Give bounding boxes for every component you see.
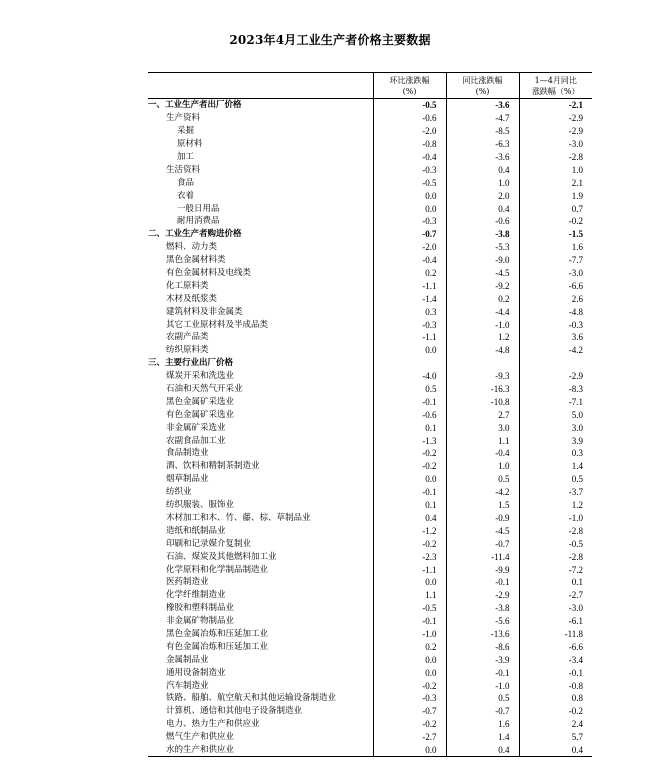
cell-ytd: -6.6	[519, 279, 592, 292]
row-label: 其它工业原材料及半成品类	[166, 319, 269, 330]
row-label: 煤炭开采和洗选业	[166, 371, 235, 382]
cell-ytd: -2.9	[519, 112, 592, 125]
cell-ytd: 0.4	[519, 744, 592, 757]
table-row	[148, 112, 592, 125]
cell-yoy: -4.5	[446, 524, 519, 537]
cell-ytd: -3.7	[519, 486, 592, 499]
cell-mom: -1.0	[373, 628, 446, 641]
cell-ytd: 2.4	[519, 718, 592, 731]
header-mom-line1: 环比涨跌幅	[389, 75, 430, 85]
row-label: 建筑材料及非金属类	[166, 306, 243, 317]
table-row	[148, 473, 592, 486]
row-label: 石油、煤炭及其他燃料加工业	[166, 551, 277, 562]
table-row	[148, 640, 592, 653]
row-label: 非金属矿物制品业	[166, 616, 235, 627]
cell-mom: 0.0	[373, 202, 446, 215]
page-title: 2023年4月工业生产者价格主要数据	[229, 33, 431, 47]
cell-mom: -0.2	[373, 460, 446, 473]
cell-ytd: -0.1	[519, 666, 592, 679]
cell-yoy: -2.9	[446, 589, 519, 602]
table-row	[148, 486, 592, 499]
cell-mom: -2.0	[373, 241, 446, 254]
cell-mom: -0.8	[373, 138, 446, 151]
row-label: 衣着	[177, 190, 195, 201]
cell-yoy: 2.0	[446, 189, 519, 202]
cell-mom: -2.7	[373, 731, 446, 744]
table-row	[148, 718, 592, 731]
cell-ytd: 0.8	[519, 692, 592, 705]
cell-yoy: 1.0	[446, 176, 519, 189]
cell-yoy: -3.9	[446, 653, 519, 666]
row-label: 计算机、通信和其他电子设备制造业	[166, 706, 303, 717]
row-label: 黑色金属矿采选业	[166, 396, 235, 407]
cell-yoy: 1.0	[446, 460, 519, 473]
table-row	[148, 254, 592, 267]
table-row	[148, 679, 592, 692]
table-row	[148, 550, 592, 563]
row-label: 食品	[177, 177, 195, 188]
cell-mom: -0.6	[373, 112, 446, 125]
cell-mom: 0.2	[373, 640, 446, 653]
row-label: 加工	[177, 152, 195, 162]
row-label: 汽车制造业	[166, 680, 209, 691]
row-label: 木材加工和木、竹、藤、棕、草制品业	[166, 512, 311, 523]
row-label: 纺织服装、服饰业	[166, 500, 235, 511]
cell-mom: -1.1	[373, 279, 446, 292]
cell-mom: 0.0	[373, 189, 446, 202]
cell-ytd: 1.9	[519, 189, 592, 202]
cell-mom: 0.0	[373, 344, 446, 357]
table-row	[148, 344, 592, 357]
cell-yoy: -9.9	[446, 563, 519, 576]
table-row	[148, 524, 592, 537]
cell-yoy: 1.5	[446, 499, 519, 512]
cell-mom: -0.6	[373, 408, 446, 421]
cell-yoy: -9.3	[446, 370, 519, 383]
cell-mom: -0.3	[373, 318, 446, 331]
cell-ytd: -3.4	[519, 653, 592, 666]
cell-mom: -0.5	[373, 176, 446, 189]
cell-mom: 0.5	[373, 383, 446, 396]
cell-mom: 0.3	[373, 305, 446, 318]
cell-ytd: -6.6	[519, 640, 592, 653]
table-row	[148, 447, 592, 460]
table-row	[148, 241, 592, 254]
cell-ytd: -2.8	[519, 524, 592, 537]
row-label: 化学纤维制造业	[166, 590, 226, 601]
cell-yoy: -4.5	[446, 267, 519, 280]
cell-mom: -0.4	[373, 254, 446, 267]
cell-yoy: 0.4	[446, 202, 519, 215]
table-row	[148, 318, 592, 331]
cell-mom: -0.3	[373, 692, 446, 705]
cell-ytd: 0.5	[519, 473, 592, 486]
cell-mom: 0.0	[373, 744, 446, 757]
section-row	[148, 228, 592, 241]
table-row	[148, 215, 592, 228]
row-label: 造纸和纸制品业	[166, 525, 226, 536]
table-row	[148, 628, 592, 641]
cell-mom: 0.2	[373, 267, 446, 280]
cell-ytd: -2.1	[519, 99, 592, 112]
cell-ytd: 1.0	[519, 163, 592, 176]
cell-mom: -1.4	[373, 292, 446, 305]
row-label: 化工原料类	[166, 280, 209, 291]
header-ytd	[519, 73, 592, 99]
table-row	[148, 499, 592, 512]
table-row	[148, 731, 592, 744]
table-body	[148, 99, 592, 757]
cell-ytd: 1.2	[519, 499, 592, 512]
row-label: 农副产品类	[166, 332, 209, 343]
cell-mom: -1.1	[373, 331, 446, 344]
cell-mom: 0.0	[373, 653, 446, 666]
table-row	[148, 653, 592, 666]
row-label: 燃气生产和供应业	[166, 732, 235, 743]
cell-yoy: -5.3	[446, 241, 519, 254]
header-ytd-line2: 涨跌幅（%）	[531, 86, 580, 96]
row-label: 非金属矿采选业	[166, 422, 226, 433]
cell-mom: -1.2	[373, 524, 446, 537]
cell-ytd: 3.6	[519, 331, 592, 344]
row-label: 耐用消费品	[177, 216, 220, 227]
cell-ytd: -2.7	[519, 589, 592, 602]
cell-ytd: -4.2	[519, 344, 592, 357]
row-label: 黑色金属冶炼和压延加工业	[166, 628, 269, 639]
cell-yoy: 0.4	[446, 163, 519, 176]
header-mom	[373, 73, 446, 99]
table-row	[148, 176, 592, 189]
cell-yoy: -9.2	[446, 279, 519, 292]
row-label: 一般日用品	[177, 203, 220, 214]
cell-ytd: 2.1	[519, 176, 592, 189]
table-row	[148, 279, 592, 292]
section-row	[148, 357, 592, 370]
header-yoy	[446, 73, 519, 99]
section-row	[148, 99, 592, 112]
header-ytd-line1: 1—4月同比	[534, 75, 577, 85]
cell-mom: -1.1	[373, 563, 446, 576]
cell-yoy: 0.2	[446, 292, 519, 305]
cell-yoy	[446, 357, 519, 370]
cell-yoy: -3.8	[446, 602, 519, 615]
cell-yoy: -8.6	[446, 640, 519, 653]
cell-ytd: -4.8	[519, 305, 592, 318]
cell-ytd: 3.0	[519, 421, 592, 434]
cell-ytd: -8.3	[519, 383, 592, 396]
cell-ytd: -0.2	[519, 705, 592, 718]
cell-ytd: -7.1	[519, 395, 592, 408]
cell-ytd: -0.8	[519, 679, 592, 692]
table-row	[148, 305, 592, 318]
table-row	[148, 163, 592, 176]
cell-ytd: -7.2	[519, 563, 592, 576]
row-label: 纺织业	[166, 487, 192, 498]
cell-yoy: -4.2	[446, 486, 519, 499]
cell-mom: -0.2	[373, 447, 446, 460]
table-row	[148, 421, 592, 434]
cell-ytd: 0.7	[519, 202, 592, 215]
cell-yoy: -8.5	[446, 125, 519, 138]
cell-ytd: -3.0	[519, 138, 592, 151]
table-row	[148, 705, 592, 718]
cell-yoy: -3.6	[446, 151, 519, 164]
row-label: 有色金属冶炼和压延加工业	[166, 641, 269, 652]
cell-mom: 0.1	[373, 421, 446, 434]
row-label: 印刷和记录媒介复制业	[166, 538, 252, 549]
cell-ytd: -2.8	[519, 550, 592, 563]
cell-yoy: -0.7	[446, 537, 519, 550]
cell-yoy: -1.0	[446, 318, 519, 331]
cell-yoy: -3.6	[446, 99, 519, 112]
cell-yoy: 0.4	[446, 744, 519, 757]
row-label: 石油和天然气开采业	[166, 384, 243, 395]
table-row	[148, 563, 592, 576]
table-row	[148, 125, 592, 138]
table-row	[148, 189, 592, 202]
table-row	[148, 292, 592, 305]
table-row	[148, 408, 592, 421]
table-row	[148, 151, 592, 164]
header-yoy-line1: 同比涨跌幅	[462, 75, 503, 85]
cell-yoy: -0.7	[446, 705, 519, 718]
table-row	[148, 331, 592, 344]
row-label: 医药制造业	[166, 577, 209, 588]
cell-yoy: -0.1	[446, 666, 519, 679]
cell-ytd: 1.4	[519, 460, 592, 473]
cell-ytd: 5.7	[519, 731, 592, 744]
cell-mom: -2.3	[373, 550, 446, 563]
cell-yoy: -0.4	[446, 447, 519, 460]
cell-ytd	[519, 357, 592, 370]
cell-ytd: -0.2	[519, 215, 592, 228]
cell-ytd: -1.0	[519, 512, 592, 525]
cell-yoy: -5.6	[446, 615, 519, 628]
header-item-name	[148, 73, 373, 99]
row-label: 燃料、动力类	[166, 242, 218, 253]
cell-mom: 0.0	[373, 473, 446, 486]
cell-mom: -0.5	[373, 99, 446, 112]
table-row	[148, 383, 592, 396]
cell-mom: -0.3	[373, 215, 446, 228]
table-row	[148, 666, 592, 679]
cell-ytd: -2.9	[519, 125, 592, 138]
row-label: 水的生产和供应业	[148, 744, 373, 757]
cell-mom: -0.1	[373, 486, 446, 499]
row-label: 生产资料	[166, 113, 201, 124]
table-row	[148, 202, 592, 215]
cell-yoy: -0.6	[446, 215, 519, 228]
cell-ytd: -6.1	[519, 615, 592, 628]
table-row	[148, 692, 592, 705]
cell-yoy: -10.8	[446, 395, 519, 408]
table-row	[148, 460, 592, 473]
cell-ytd: 3.9	[519, 434, 592, 447]
cell-yoy: -16.3	[446, 383, 519, 396]
cell-ytd: 0.3	[519, 447, 592, 460]
row-label: 有色金属矿采选业	[166, 409, 235, 420]
cell-mom: -0.5	[373, 602, 446, 615]
row-label: 二、工业生产者购进价格	[148, 229, 242, 240]
cell-mom: -0.7	[373, 228, 446, 241]
cell-yoy: 2.7	[446, 408, 519, 421]
cell-ytd: -11.8	[519, 628, 592, 641]
header-yoy-line2: (%)	[475, 86, 490, 96]
cell-ytd: -1.5	[519, 228, 592, 241]
cell-ytd: -0.3	[519, 318, 592, 331]
table-row	[148, 512, 592, 525]
cell-mom: 0.1	[373, 499, 446, 512]
cell-mom: -0.2	[373, 537, 446, 550]
cell-mom: 0.0	[373, 576, 446, 589]
table-row	[148, 589, 592, 602]
cell-ytd: 0.1	[519, 576, 592, 589]
cell-mom: -0.2	[373, 718, 446, 731]
cell-yoy: -4.4	[446, 305, 519, 318]
row-label: 生活资料	[166, 164, 201, 175]
cell-ytd: -0.5	[519, 537, 592, 550]
price-data-table	[148, 72, 592, 757]
table-row	[148, 576, 592, 589]
row-label: 食品制造业	[166, 448, 209, 459]
cell-yoy: 1.6	[446, 718, 519, 731]
cell-yoy: 1.1	[446, 434, 519, 447]
cell-mom: -4.0	[373, 370, 446, 383]
row-label: 电力、热力生产和供应业	[166, 719, 260, 730]
cell-mom	[373, 357, 446, 370]
row-label: 橡胶和塑料制品业	[166, 603, 235, 614]
table-row	[148, 744, 592, 757]
cell-yoy: -0.1	[446, 576, 519, 589]
cell-ytd: 2.6	[519, 292, 592, 305]
table-row	[148, 267, 592, 280]
row-label: 金属制品业	[166, 654, 209, 665]
table-row	[148, 537, 592, 550]
row-label: 三、主要行业出厂价格	[148, 358, 234, 369]
row-label: 原材料	[177, 139, 203, 150]
cell-ytd: 1.6	[519, 241, 592, 254]
row-label: 农副食品加工业	[166, 435, 226, 446]
row-label: 黑色金属材料类	[166, 255, 226, 266]
row-label: 有色金属材料及电线类	[166, 268, 252, 279]
cell-yoy: -1.0	[446, 679, 519, 692]
cell-yoy: -13.6	[446, 628, 519, 641]
cell-ytd: -7.7	[519, 254, 592, 267]
table-row	[148, 138, 592, 151]
cell-ytd: -3.0	[519, 602, 592, 615]
cell-yoy: 3.0	[446, 421, 519, 434]
cell-mom: -0.3	[373, 163, 446, 176]
row-label: 铁路、船舶、航空航天和其他运输设备制造业	[166, 693, 337, 704]
cell-yoy: -11.4	[446, 550, 519, 563]
cell-yoy: -0.9	[446, 512, 519, 525]
table-row	[148, 602, 592, 615]
cell-ytd: -2.9	[519, 370, 592, 383]
row-label: 通用设备制造业	[166, 667, 226, 678]
row-label: 酒、饮料和精制茶制造业	[166, 461, 260, 472]
cell-mom: 0.4	[373, 512, 446, 525]
table-row	[148, 370, 592, 383]
cell-yoy: 0.5	[446, 692, 519, 705]
table-row	[148, 395, 592, 408]
row-label: 化学原料和化学制品制造业	[166, 564, 269, 575]
cell-ytd: -2.8	[519, 151, 592, 164]
cell-ytd: 5.0	[519, 408, 592, 421]
cell-yoy: 0.5	[446, 473, 519, 486]
cell-mom: 0.0	[373, 666, 446, 679]
cell-yoy: 1.2	[446, 331, 519, 344]
cell-ytd: -3.0	[519, 267, 592, 280]
cell-mom: -0.1	[373, 615, 446, 628]
row-label: 纺织原料类	[166, 345, 209, 356]
cell-mom: -0.4	[373, 151, 446, 164]
cell-yoy: -3.8	[446, 228, 519, 241]
cell-yoy: -6.3	[446, 138, 519, 151]
cell-yoy: -9.0	[446, 254, 519, 267]
cell-mom: 1.1	[373, 589, 446, 602]
cell-mom: -2.0	[373, 125, 446, 138]
header-mom-line2: (%)	[402, 86, 417, 96]
cell-yoy: -4.7	[446, 112, 519, 125]
row-label: 烟草制品业	[166, 474, 209, 485]
row-label: 木材及纸浆类	[166, 293, 218, 304]
cell-mom: -0.2	[373, 679, 446, 692]
table-header-row	[148, 73, 592, 99]
row-label: 一、工业生产者出厂价格	[148, 100, 242, 111]
cell-mom: -1.3	[373, 434, 446, 447]
cell-mom: -0.7	[373, 705, 446, 718]
table-row	[148, 434, 592, 447]
table-row	[148, 615, 592, 628]
cell-mom: -0.1	[373, 395, 446, 408]
row-label: 采掘	[177, 126, 195, 137]
cell-yoy: -4.8	[446, 344, 519, 357]
cell-yoy: 1.4	[446, 731, 519, 744]
